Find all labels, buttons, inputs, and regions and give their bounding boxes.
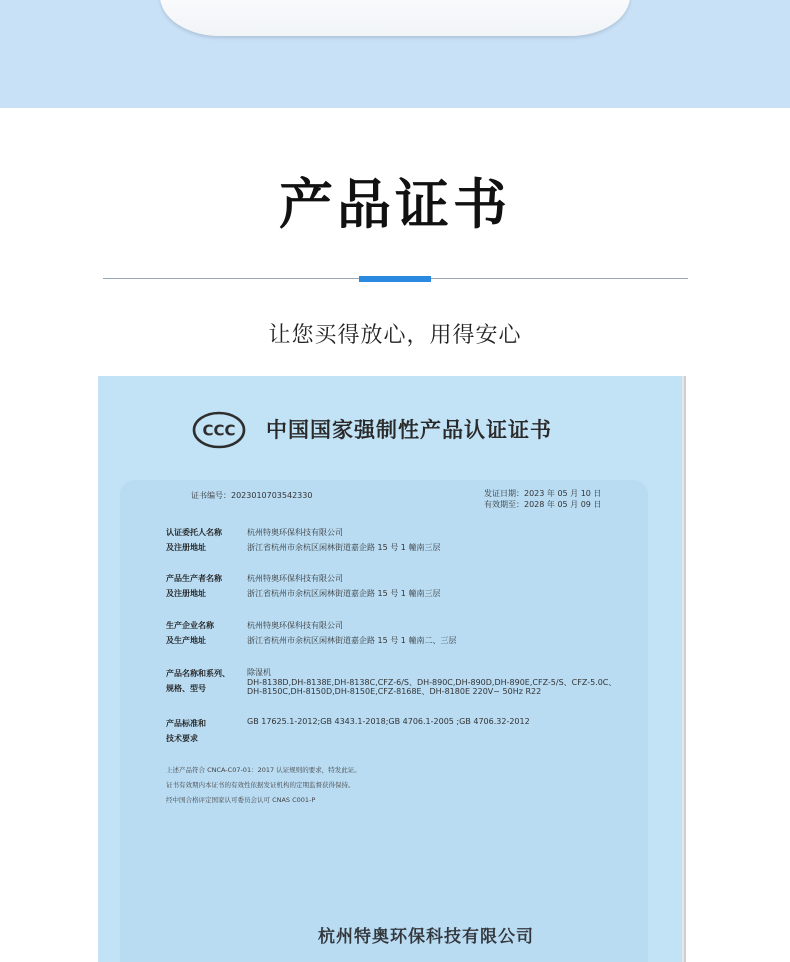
section-subtitle: 让您买得放心，用得安心 bbox=[268, 323, 522, 348]
field-label-manufacturer: 产品生产者名称 及注册地址 bbox=[166, 574, 222, 598]
product-image-edge bbox=[160, 0, 630, 36]
field-value-manufacturer: 杭州特奥环保科技有限公司 浙江省杭州市余杭区闲林街道嘉企路 15 号 1 幢南三层 bbox=[247, 574, 441, 598]
field-value-product-models: 除湿机 DH-8138D,DH-8138E,DH-8138C,CFZ-6/S、DH-890C,DH-890D,DH-890E,CFZ-5/S、CFZ-5.0C、 DH-8150C,DH-8150D,DH-8150E,CFZ-8168E、DH-8180E 220V~ 50Hz R22 bbox=[247, 668, 617, 696]
valid-until-date: 有效期至：2028 年 05 月 09 日 bbox=[484, 500, 602, 509]
certificate-number: 证书编号：2023010703542330 bbox=[191, 491, 313, 500]
certificate-title: 中国国家强制性产品认证证书 bbox=[266, 418, 552, 442]
certificate-note: 上述产品符合 CNCA-C07-01：2017 认证规则的要求，特发此证。 bbox=[166, 766, 361, 774]
field-value-factory: 杭州特奥环保科技有限公司 浙江省杭州市余杭区闲林街道嘉企路 15 号 1 幢南二、三层 bbox=[247, 621, 457, 645]
certificate-note: 经中国合格评定国家认可委员会认可 CNAS C001-P bbox=[166, 796, 316, 804]
ccc-logo-icon bbox=[192, 410, 246, 450]
certificate-note: 证书有效期内本证书的有效性依据发证机构的定期监督获得保持。 bbox=[166, 781, 355, 789]
section-title: 产品证书 bbox=[279, 173, 511, 236]
field-value-standards: GB 17625.1-2012;GB 4343.1-2018;GB 4706.1-2005 ;GB 4706.32-2012 bbox=[247, 717, 530, 726]
top-banner bbox=[0, 0, 790, 108]
field-label-entrusting-party: 认证委托人名称 及注册地址 bbox=[166, 528, 222, 552]
company-name-stamp: 杭州特奥环保科技有限公司 bbox=[318, 927, 534, 947]
certificate-image bbox=[98, 376, 682, 962]
divider-accent bbox=[359, 276, 431, 282]
svg-text:CCC: CCC bbox=[202, 421, 236, 440]
field-label-product-models: 产品名称和系列、 规格、型号 bbox=[166, 669, 230, 693]
field-label-standards: 产品标准和 技术要求 bbox=[166, 719, 206, 743]
field-value-entrusting-party: 杭州特奥环保科技有限公司 浙江省杭州市余杭区闲林街道嘉企路 15 号 1 幢南三层 bbox=[247, 528, 441, 552]
field-label-factory: 生产企业名称 及生产地址 bbox=[166, 621, 214, 645]
issue-date: 发证日期：2023 年 05 月 10 日 bbox=[484, 489, 602, 498]
